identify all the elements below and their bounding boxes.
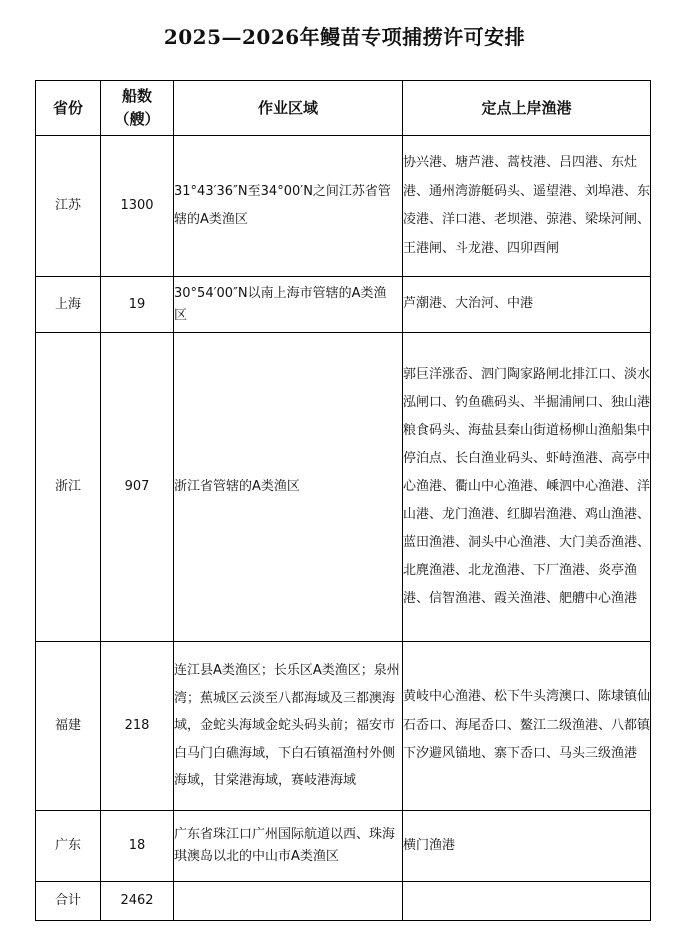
table-row (36, 811, 651, 882)
table-row (36, 277, 651, 333)
table-body (36, 136, 651, 921)
province-cell: 上海 (36, 277, 101, 333)
boats-cell: 218 (101, 642, 174, 811)
port-text: 横门渔港 (403, 837, 456, 853)
table-row (36, 136, 651, 277)
header-port: 定点上岸渔港 (403, 81, 651, 136)
port-text: 黄岐中心渔港、松下牛头湾澳口、陈埭镇仙石岙口、海尾岙口、鳌江二级渔港、八都镇下汐避风锚地、寨下岙口、马头三级渔港 (403, 689, 651, 762)
document-title: 2025—2026年鳗苗专项捕捞许可安排 (163, 25, 526, 49)
province-cell: 广东 (36, 811, 101, 882)
header-area: 作业区域 (174, 81, 403, 136)
total-row (36, 882, 651, 921)
area-cell (174, 811, 403, 882)
area-cell (174, 333, 403, 642)
total-label-cell: 合计 (36, 882, 101, 921)
area-cell (174, 642, 403, 811)
header-province: 省份 (36, 81, 101, 136)
province-cell: 浙江 (36, 333, 101, 642)
area-cell (174, 136, 403, 277)
port-text: 协兴港、塘芦港、蒿枝港、吕四港、东灶港、通州湾游艇码头、遥望港、刘埠港、东凌港、洋口港、老坝港、弶港、梁垛河闸、王港闸、斗龙港、四卯酉闸 (403, 155, 651, 256)
total-boats-cell: 2462 (101, 882, 174, 921)
port-cell (403, 277, 651, 333)
port-cell (403, 333, 651, 642)
header-boats-line1: 船数 (121, 87, 152, 105)
port-cell (403, 642, 651, 811)
area-text: 30°54′00″N以南上海市管辖的A类渔区 (174, 285, 387, 323)
area-text: 连江县A类渔区；长乐区A类渔区；泉州湾；蕉城区云淡至八都海域及三都澳海域，金蛇头海域金蛇头码头前；福安市白马门白礁海域，下白石镇福渔村外侧海域，甘棠港海域，赛岐港海域 (174, 663, 400, 789)
boats-cell: 907 (101, 333, 174, 642)
port-text: 芦潮港、大治河、中港 (403, 296, 534, 312)
permit-table (35, 80, 651, 921)
area-text: 广东省珠江口广州国际航道以西、珠海琪澳岛以北的中山市A类渔区 (174, 827, 396, 864)
header-row (36, 81, 651, 136)
province-cell: 福建 (36, 642, 101, 811)
boats-cell: 18 (101, 811, 174, 882)
port-text: 郭巨洋涨岙、泗门陶家路闸北排江口、淡水泓闸口、钓鱼礁码头、半掘浦闸口、独山港粮食码头、海盐县秦山街道杨柳山渔船集中停泊点、长白渔业码头、虾峙渔港、高亭中心渔港、衢山中心渔港、嵊泗中心渔港、洋山港、龙门渔港、红脚岩渔港、鸡山渔港、蓝田渔港、洞头中心渔港、大门美岙渔港、北麂渔港、北龙渔港、下厂渔港、炎亭渔港、信智渔港、霞关渔港、舥艚中心渔港 (403, 367, 651, 606)
port-cell (403, 811, 651, 882)
province-cell: 江苏 (36, 136, 101, 277)
area-text: 浙江省管辖的A类渔区 (174, 478, 300, 494)
total-area-cell (174, 882, 403, 921)
header-boats (101, 81, 174, 136)
header-boats-line2: （艘） (114, 110, 160, 128)
area-text: 31°43′36″N至34°00′N之间江苏省管辖的A类渔区 (174, 183, 391, 227)
table-row (36, 333, 651, 642)
table-header (36, 81, 651, 136)
table-row (36, 642, 651, 811)
boats-cell: 19 (101, 277, 174, 333)
total-port-cell (403, 882, 651, 921)
port-cell (403, 136, 651, 277)
boats-cell: 1300 (101, 136, 174, 277)
area-cell (174, 277, 403, 333)
